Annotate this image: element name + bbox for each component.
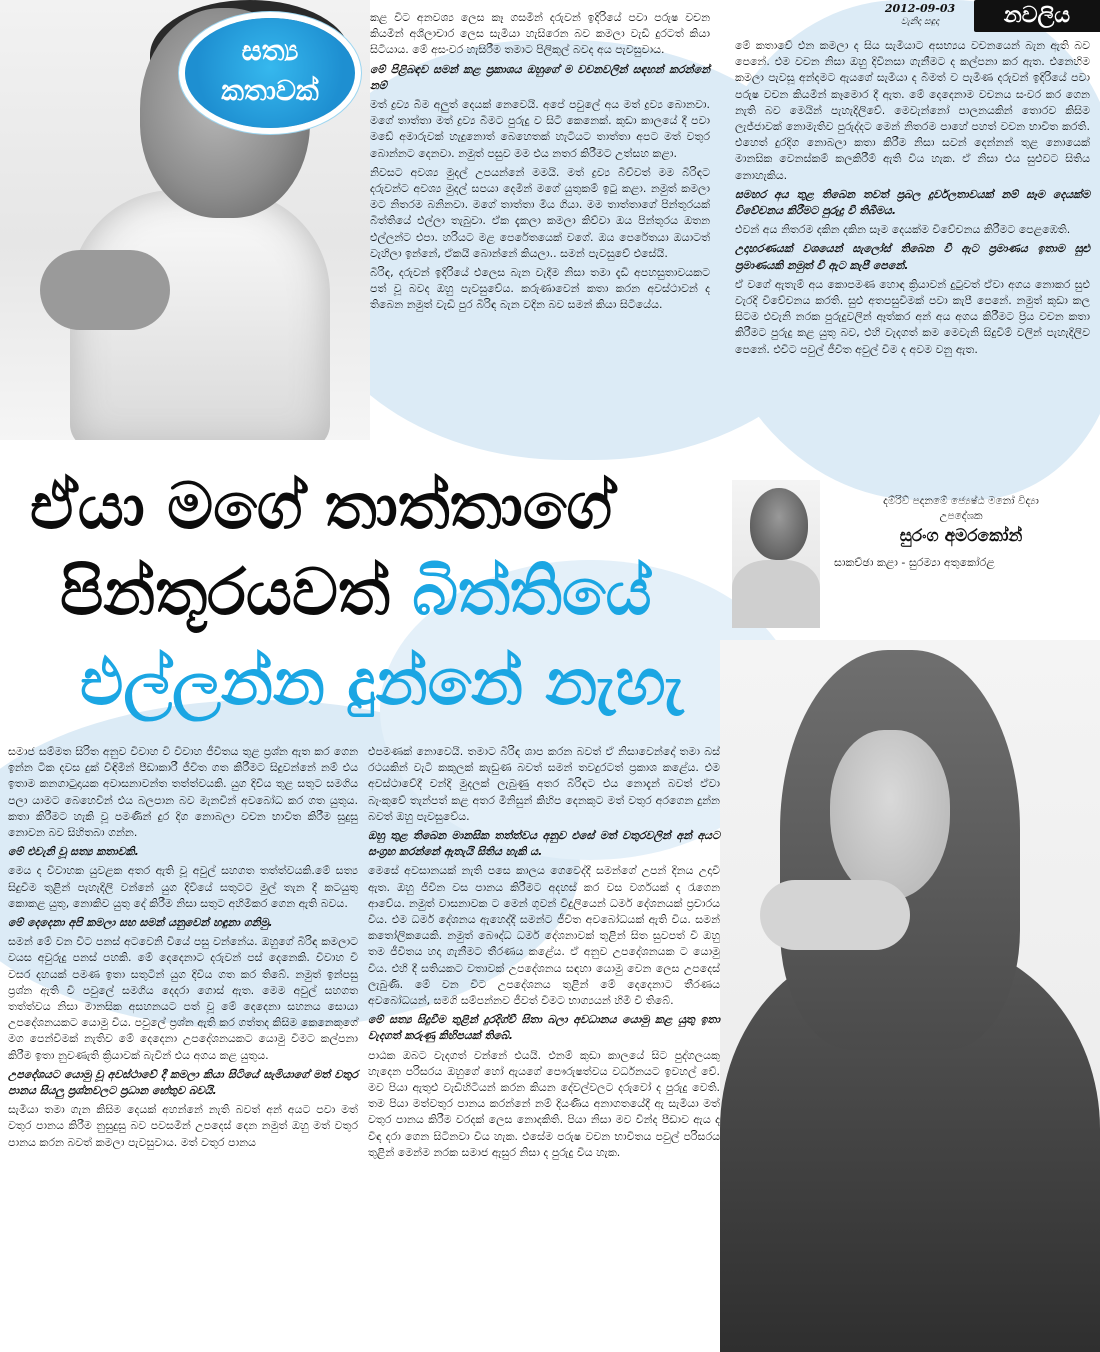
paragraph-emphasis: උදාහරණයක් වශයෙන් සැලෝස් තිබෙන වී ඇට ප්‍රමාණය ඉතාම සුළු ප්‍රමාණයකි නමුත් වී ඇට කැපී පෙනේ.	[735, 242, 1090, 272]
article-column-2	[735, 38, 1090, 361]
article-column-3	[8, 744, 358, 1154]
paragraph: සමාජ සම්මත සිරිත අනුව විවාහ වී විවාහ ජීවිතය තුළ ප්‍රශ්න ඇත කර ගෙන ඉන්න ටික දවස දුක් විඳිමින් පීඩාකාරී ජීවිත ගත කිරීමට සිදුවන්නේ නම් එය ඉතාම කනගාටුදායක අවාසනාවන්ත තත්ත්වයකි. යුග දිවිය තුළ සතුට සමගිය පලා යාමට බෙහෙවින් එය බලපාන බව මැනවින් අවබෝධ කර ගත යුතුය. කතා කිරීමට හැකි වූ පමණින් දුර දිග නොබලා වචන භාවිත කිරීම සුදුසු නොවන බව සිහිතබා ගන්න.	[8, 745, 358, 840]
masthead	[870, 0, 1100, 34]
true-story-badge	[185, 18, 355, 128]
issue-day: වැනිදා සඳුදා	[900, 17, 940, 27]
photo-figure-hand	[760, 880, 910, 950]
paragraph: එවන් අය නිතරම දකින දකින සෑම දෙයක්ම විවේචනය කිරීමට පෙළඹෙති.	[735, 223, 1071, 237]
badge-line-2: කතාවක්	[221, 74, 319, 107]
byline-role-2: උපදේශක	[939, 510, 983, 522]
byline-role: දම්රිව් පදනමේ ජ්‍යෙෂ්ඨ මනෝ විද්‍යා	[883, 495, 1039, 507]
photo-figure-arm	[40, 250, 170, 330]
paragraph: කළ විට අනවශ්‍ය ලෙස කෑ ගසමින් දරුවන් ඉදිරියේ පවා පරුෂ වචන කියමින් අශීලාචාර ලෙස සැමියා හැසිරෙන බව කමලා වැඩි දුරටත් කියා සිටියාය. මේ අසංවර හැසිරීම තමාට පිලිකුල් බවද අය පැවසුවාය.	[370, 11, 710, 57]
byline-name: සුරංග අමරකෝන්	[899, 526, 1023, 546]
headline-line-2	[60, 556, 652, 630]
portrait-body	[732, 560, 820, 628]
paragraph: මත් ද්‍රව්‍ය බීම අලුත් දෙයක් නෙවෙයි. අපේ පවුලේ අය මත් ද්‍රව්‍ය බොනවා. මගේ තාත්තා මත් ද්‍රව්‍ය බීමට පුරුදු ව සිටි කෙනෙක්. කුඩා කාලයේ දී පවා මඩේ අමාරුවක් හැදුනොත් බෙහෙතක් හැටියට තාත්තා අපට මත් වතුර බොන්නට දෙනවා. නමුත් පසුව මම එය නතර කිරීමට උත්සහ කළා.	[370, 98, 710, 160]
paragraph-emphasis: මේ පිළිබඳව සමන් කළ ප්‍රකාශය ඔහුගේ ම වචනවලින් සඳහන් කරන්නේ නම්	[370, 62, 710, 92]
paragraph: මේ කතාවේ එන කමලා ද සිය සැමියාට අසභ්‍යය වචනයෙන් බැන ඇති බව පෙනේ. එම වචන නිසා ඔහු දිවිනසා ගැනීමට ද කල්පනා කර ඇත. එනෙහිම කමලා පැවසූ අන්දමට ඇයගේ සැමියා ද බීමත් ව පැමිණ දරුවන් ඉදිරියේ පවා පරුෂ වචන කියමින් කෑමොර දී ඇත. මේ දෙදෙනාම වචනය සංවර කර ගෙන නැති බව මෙයින් පැහැදිලිවේ. මෙවැන්නෝ පාලනයකින් තොරව කිසිම ලැජ්ජාවක් නොමැතිව පුරුද්දට මෙන් නිතරම පාහේ පහත් වචන භාවිත කරති. එහෙත් දුරදිග නොබලා කතා කිරීම නිසා සවන් දෙන්නන් තුළ නොයෙක් මානසික වෙනස්කම් කලකිරීම් ඇති විය හැක. ඒ නිසා එය සුළුවට සිතිය නොහැකිය.	[735, 39, 1090, 182]
paragraph: සැමියා තමා ගැන කිසිම දෙයක් අහන්නේ නැති බවත් අන් අයට පවා මත් වතුර පානය කිරීම නුසුදුසු බව පවසමින් උපදෙස් දෙන නමුත් ඔහු මත් වතුර පානය කරන බවත් කමලා පැවසුවාය. මත් වතුර පානය	[8, 1103, 358, 1149]
paragraph: ඒ වගේ ඇතැම් අය කොපමණ හොඳ ක්‍රියාවන් දුටුවත් ඒවා අගය නොකර සුළු වැරදි විවේචනය කරති. සුළු අතපසුවීමක් පවා කැපී පෙනේ. නමුත් කුඩා කල සිටම එවැනි නරක පුරුදුවලින් ඈත්කර අන් අය අගය කිරීමට ප්‍රිය වචන කතා කිරීමට පුරුදු කළ යුතු බව, එහි වැදගත් කම මෙවැනි සිදුවීම් වලින් පැහැදිලිව පෙනේ. එවිට පවුල් ජීවිත අවුල් වීම ද අවම වනු ඇත.	[735, 277, 1090, 356]
photo-figure-face	[830, 730, 950, 900]
headline-line-2-blue: බිත්තියේ	[412, 556, 652, 630]
issue-date: 2012-09-03	[884, 2, 956, 15]
paragraph-emphasis: ඔහු තුළ තිබෙන මානසික තත්ත්වය අනුව එසේ මත් වතුරවලින් අන් අයට සංග්‍රහ කරන්නේ ඇතැයි සිතිය හැකි ය.	[368, 829, 720, 859]
paragraph-emphasis: සමහර අය තුළ තිබෙන තවත් ප්‍රබල දුර්වලතාවයක් නම් සෑම දෙයක්ම විවේචනය කිරීමට පුරුදු වී තිබීමය.	[735, 187, 1090, 218]
paragraph: සමන් මේ වන විට පනස් අටවෙනි වියේ පසු වන්නේය. ඔහුගේ බිරිඳ කමලාට වයස අවුරුදු පනස් පහකි. මේ දෙදෙනාට දරුවන් පස් දෙනෙකි. විවාහ වී වසර දහයක් පමණ ඉතා සතුටින් යුග දිවිය ගත කර තිබේ. නමුත් ඉන්පසු ප්‍රශ්න ඇති වී පවුලේ සමගිය දෙදරා ගොස් ඇත. මෙම අවුල් සහගත තත්ත්වය නිසා මානසික අසහනයට පත් වූ මේ දෙදෙනා සහනය සොයා උපදේශනයකට යොමු විය. පවුලේ ප්‍රශ්න ඇති කර ගත්තද කිසිම කෙනෙකුගේ මග පෙන්වීමක් නැතිව මේ දෙදෙනා උපදේශනයකට යොමු වීමට කල්පනා කිරීම ඉතා නුවණැති ක්‍රියාවක් බැවින් එය අගය කළ යුතුය.	[8, 935, 358, 1062]
paragraph: පාඨක ඔබට වැදගත් වන්නේ එයයි. එනම් කුඩා කාලයේ සිට පුද්ගලයකු හැදෙන පරිසරය ඔහුගේ හෝ ඇයගේ පෞරුෂත්වය වර්ධනයට ඉවහල් වේ. මව පියා ඇතුළු වැඩිහිටියන් කරන කියන දේවල්වලට දරුවෝ ද පුරුදු වෙති. තම පියා මත්වතුර පානය කරන්නේ නම් දියණිය අනාගතයේදී ඇ සැමියා මත් වතුර පානය කිරීම වරදක් ලෙස නොදකිති. පියා නිසා මව වින්ද පීඩාව ඇය ද විඳ දරා ගෙන සිටිනවා විය හැක. එසේම පරුෂ වචන භාවිතය පවුල් පරිසරය තුළින් මෙන්ම නරක සමාජ ඇසුර නිසා ද පුරුදු විය හැක.	[368, 1048, 720, 1159]
paragraph: බිරිඳ, දරුවන් ඉදිරියේ එලෙස බැන වැදීම නිසා තමා දැඩි අපහසුතාවයකට පත් වූ බවද ඔහු පැවසුවේය. කරුණාවෙන් කතා කරන අවස්ථාවන් ද තිබෙන නමුත් වැඩි පුර බිරිඳ බැන වදින බව සමන් කියා සිටියේය.	[370, 266, 710, 312]
article-column-4	[368, 744, 720, 1164]
section-brand: නවලිය	[974, 0, 1100, 32]
byline	[830, 494, 1092, 570]
paragraph: එපමණක් නොවෙයි. තමාට බිරිඳ ශාප කරන බවත් ඒ නිසාවෙන්දෝ තමා බස් රථයකින් වැටී කකුලක් කැඩුණ බවත් සමන් තවදුරටත් ප්‍රකාශ කළේය. එම අවස්ථාවේදී චන්දි මුදලක් ලැබුණු අතර බිරිඳට එය නොදැන් බවත් ඒවා බැංකුවේ තැන්පත් කළ අතර මිනිසුන් කිහිප දෙනකුට මත් වතුර අරගෙන දුන්න බවත් ඔහු පැවසුවේය.	[368, 745, 720, 823]
headline-line-1: ඒයා මගේ තාත්තාගේ	[30, 470, 613, 544]
paragraph: මෙය ද විවාහක යුවළක අතර ඇති වූ අවුල් සහගත තත්ත්වයකි.මේ සත්‍ය සිදුවීම තුළින් පැහැදිලි වන්නේ යුග දිවියේ සතුටට මුල් තැන දී කටයුතු කොකළ යුතු, නොකිව යුතු දේ කිරීම නිසා සතුට අහිමිකර ගෙන ඇති බවය.	[8, 864, 358, 910]
headline-line-3: එල්ලන්න දුන්නේ නැහැ	[80, 646, 684, 720]
headline-line-2-dark: පින්තූරයවත්	[60, 556, 390, 630]
author-portrait	[732, 480, 820, 628]
paragraph: මෙසේ අවසානයක් නැති පසෙ කාලය ගෙවෙද්දී සමන්ගේ උපන් දිනය උදාවී ඇත. ඔහු ජිවින වස පානය කිරීමට අදහස් කර වස වර්ගයක් ද රැගෙන ආවේය. නමුත් වාසනාවක ට මෙන් ගුවන් විදුලියෙන් ධර්ම දේශනයක් ප්‍රචාරය විය. එම ධර්ම දේශනය ඇහෙද්දී සමන්ට ජීවිත අවබෝධයක් ඇති විය. සමන් කතෝලිකයෙකි. නමුත් බෞද්ධ ධර්ම දේශනාවක් තුළින් සිත සුවපත් වී ඔහු තම ජීවිතය හදා ගැනීමට තීරණය කළේය. ඒ අනුව උපදේශනයක ට යොමු විය. එහි දී සතියකට වතාවක් උපදේශනය සඳහා යොමු වෙන ලෙස උපදෙස් ලැබුණි. මේ වන විට උපදේශනය තුළින් මේ දෙදෙනාට තීරණය අවබෝධයන්, සමගි සම්පන්නව ජීවත් වීමට භාග්‍යයන් හිමි වී තිබේ.	[368, 864, 720, 1008]
portrait-head	[750, 488, 808, 560]
article-column-1	[370, 10, 710, 317]
paragraph-emphasis: මේ දෙදෙනා අපි කමලා සහ සමන් යනුවෙන් හඳුනා ගනිමු.	[8, 916, 273, 930]
interview-credit: සාකච්ඡා කළා - සුරම්‍යා අතුකෝරළ	[834, 556, 995, 569]
paragraph-emphasis: උපදේශයට යොමු වූ අවස්ථාවේ දී කමලා කියා සිටියේ සැමියාගේ මත් වතුර පානය සියලු ප්‍රශ්නවලට ප්‍රධාන හේතුව බවයි.	[8, 1067, 358, 1098]
paragraph-emphasis: මේ සත්‍ය සිදුවීම තුළින් දුරදිග්වී සිතා බලා අවධානය යොමු කළ යුතු ඉතා වැදගත් කරුණු කිහිපයක් තිබේ.	[368, 1013, 720, 1043]
paragraph-emphasis: මේ එවැනි වූ සත්‍ය කතාවකි.	[8, 845, 139, 859]
badge-line-1: සත්‍ය	[241, 34, 299, 67]
sad-woman-photo	[720, 640, 1100, 1352]
paragraph: නිවසට අවශ්‍ය මුදල් උපයන්නේ මමයි. මත් ද්‍රව්‍ය බිව්වත් මම බිරිඳට දරුවන්ට අවශ්‍ය මුදල් සපයා දෙමින් මගේ යුතුකම් ඉටු කළා. නමුත් කමලා මට නිතරම බනිනවා. මගේ තාත්තා මිය ගියා. මම තාත්තාගේ පින්තූරයක් බිත්තියේ එල්ලා තැබුවා. ඒක දැකලා කමලා කිව්වා ඔය පින්තූරය ඔතන එල්ලන්ට එපා. හරියට මළ පෙරේතයෙක් වගේ. ඔය පෙරේතයා ඔයාටත් වැහිලා ඉන්නේ, ඒකයි බොන්නේ කියලා.. සමන් පැවසුවේ එසේයි.	[370, 165, 710, 260]
